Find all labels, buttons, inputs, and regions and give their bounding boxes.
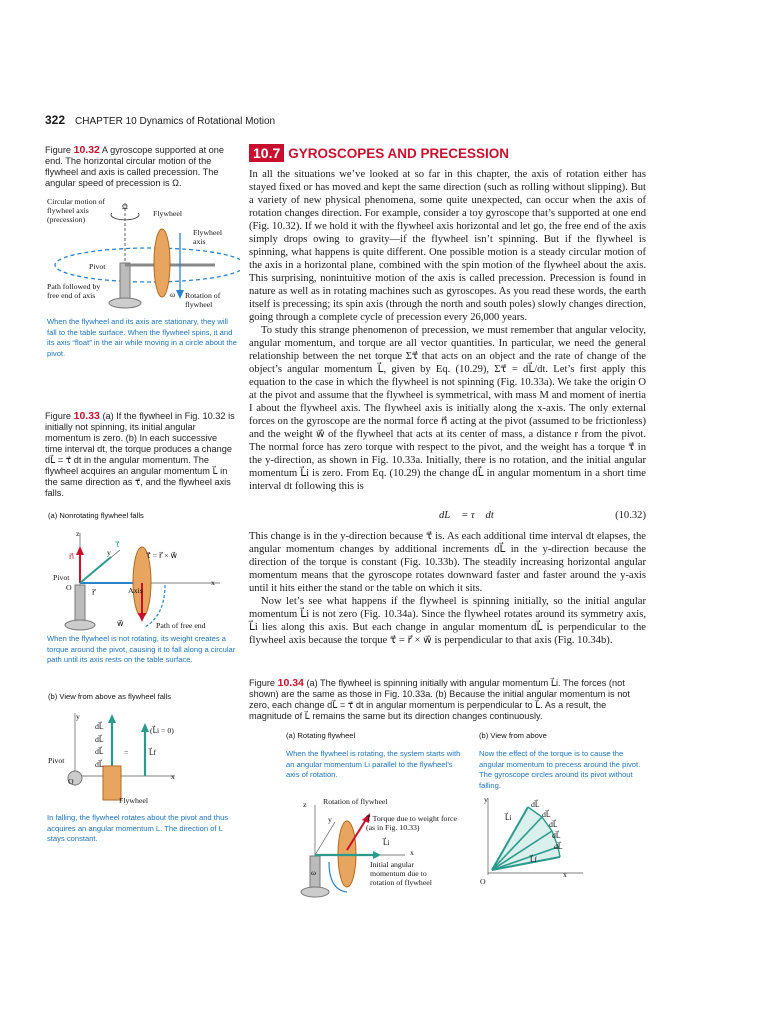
label-flywheel-axis: Flywheel axis xyxy=(193,228,223,246)
figure-10-33-caption: Figure 10.33 (a) If the flywheel in Fig. 10.32 is initially not spinning, its initial angular momentum is zero. (b) In each successive time interval dt, the torque produces a change dL⃗ = τ⃗ dt in the angular momentum. The flywheel acquires an angular momentum L⃗ in the same direction as τ⃗, and the flywheel axis falls. xyxy=(45,410,235,498)
label-initial-momentum: Initial angular momentum due to rotation of flywheel xyxy=(370,860,432,887)
label-dL-34b-4: dL⃗ xyxy=(552,831,561,840)
label-omega: ω xyxy=(170,290,176,299)
label-Lf-34b: L⃗f xyxy=(530,855,537,864)
label-x-34a: x xyxy=(410,848,414,857)
label-tau: τ⃗ xyxy=(115,540,120,549)
label-dL-1: dL⃗ xyxy=(95,722,104,731)
label-tau-equation: τ⃗ = r⃗ × w⃗ xyxy=(146,551,177,560)
label-n: n⃗ xyxy=(69,552,74,561)
label-y-b: y xyxy=(76,712,80,721)
figure-10-32-caption: Figure 10.32 A gyroscope supported at one end. The horizontal circular motion of the flywheel and axis is called precession. The angular speed of precession is Ω. xyxy=(45,144,225,188)
label-dL-3: dL⃗ xyxy=(95,747,104,756)
label-rotation-34a: Rotation of flywheel xyxy=(323,797,388,806)
pivot-stand xyxy=(120,263,130,301)
fig-10-34b-title: (b) View from above xyxy=(479,731,547,740)
note-fig-10-32: When the flywheel and its axis are stationary, they will fall to the table surface. When the flywheel spins, it and its axis “float” in the air while moving in a circle about the pivot. xyxy=(47,317,237,358)
fig-10-34a-title: (a) Rotating flywheel xyxy=(286,731,356,740)
running-header xyxy=(45,113,275,127)
label-x-b: x xyxy=(171,772,175,781)
note-fig-10-34a: When the flywheel is rotating, the system starts with an angular momentum Li parallel to the flywheel’s axis of rotation. xyxy=(286,749,461,779)
label-L-final: L⃗f xyxy=(149,748,156,757)
label-omega-34a: ω xyxy=(311,868,317,877)
label-pivot-b: Pivot xyxy=(48,756,65,765)
pivot-stand xyxy=(75,585,85,623)
label-omega-precession: Ω xyxy=(122,202,128,211)
stand-base xyxy=(109,298,141,308)
figure-10-34-caption: Figure 10.34 (a) The flywheel is spinning initially with angular momentum L⃗i. The forces (not shown) are the same as those in Fig. 10.33a. (b) Because the initial angular momentum is not zero, each change dL⃗ = τ⃗ dt in angular momentum is perpendicular to L⃗. As a result, the magnitude of L⃗ remains the same but its direction changes continuously. xyxy=(249,677,630,721)
flywheel-top-view xyxy=(103,766,121,800)
label-dL-34b-1: dL⃗ xyxy=(531,800,540,809)
label-pivot: Pivot xyxy=(53,573,70,582)
fig-10-33b-title: (b) View from above as flywheel falls xyxy=(48,692,172,701)
chapter-title: CHAPTER 10 Dynamics of Rotational Motion xyxy=(75,116,276,127)
spin-arrowhead xyxy=(176,290,184,299)
body-text-2 xyxy=(249,530,646,647)
label-dL-2: dL⃗ xyxy=(95,735,104,744)
page-number: 322 xyxy=(45,113,66,127)
figure-10-33a-diagram xyxy=(45,525,245,635)
label-origin-34b: O xyxy=(480,877,486,886)
note-fig-10-34b: Now the effect of the torque is to cause the angular momentum to precess around the pivot. The gyroscope circles around its pivot without falling. xyxy=(479,749,641,790)
label-y: y xyxy=(107,548,111,557)
paragraph-2: To study this strange phenomenon of precession, we must remember that angular velocity, angular momentum, and torque are all vector quantities. In particular, we need the general relationship between the net torque Στ⃗ that acts on an object and the rate of change of the object’s angular momentum L⃗, given by Eq. (10.29), Στ⃗ = dL⃗/dt. Let’s first apply this equation to the case in which the flywheel is not spinning (Fig. 10.33a). We take the origin O at the pivot and assume that the flywheel is symmetrical, with mass M and moment of inertia I about the flywheel axis. The flywheel axis is initially along the x-axis. The only external forces on the gyroscope are the normal force n⃗ acting at the pivot (assumed to be frictionless) and the weight w⃗ of the flywheel that acts at its center of mass, a distance r from the pivot. The normal force has zero torque with respect to the pivot, and the weight has a torque τ⃗ in the y-direction, as shown in Fig. 10.33a. Initially, there is no rotation, and the initial angular momentum L⃗i is zero. From Eq. (10.29) the change dL⃗ in angular momentum in a short time interval dt following this is xyxy=(249,325,646,492)
label-z: z xyxy=(76,529,80,538)
flywheel-disk xyxy=(154,229,170,297)
label-w: w⃗ xyxy=(117,619,124,628)
label-equals: = xyxy=(124,748,129,757)
torque-vector xyxy=(80,557,111,583)
fig-10-33a-title: (a) Nonrotating flywheel falls xyxy=(48,511,144,520)
label-Li-zero: (L⃗i = 0) xyxy=(150,726,174,735)
label-flywheel: Flywheel xyxy=(153,209,183,218)
label-dL-34b-2: dL⃗ xyxy=(542,810,551,819)
label-path-free-end: Path of free end xyxy=(156,621,206,630)
equation: dL⃗ = τ⃗ dt xyxy=(439,510,494,521)
label-x: x xyxy=(211,578,215,587)
label-axis: Axis xyxy=(128,586,143,595)
label-y-34b: y xyxy=(484,795,488,804)
label-path-followed: Path followed by free end of axis xyxy=(47,282,101,300)
label-dL-34b-3: dL⃗ xyxy=(549,820,558,829)
label-dL-34b-5: dL⃗ xyxy=(554,842,563,851)
section-number: 10.7 xyxy=(249,144,284,162)
label-origin-b: O xyxy=(68,777,74,786)
paragraph-4: Now let’s see what happens if the flywheel is spinning initially, so the initial angular momentum L⃗i is not zero (Fig. 10.34a). Since the flywheel rotates around its symmetry axis, L⃗i lies along this axis. But each change in angular momentum dL⃗ is perpendicular to the flywheel axis because the torque τ⃗ = r⃗ × w⃗ is perpendicular to that axis (Fig. 10.34b). xyxy=(249,596,646,646)
label-z-34a: z xyxy=(303,800,307,809)
label-r: r⃗ xyxy=(92,588,96,597)
label-torque-34a: τ⃗ Torque due to weight force (as in Fig. 10.33) xyxy=(366,814,457,832)
paragraph-3: This change is in the y-direction because τ⃗ is. As each additional time interval dt elapses, the angular momentum changes by additional increments dL⃗ in the y-direction because the direction of the torque is constant (Fig. 10.33b). The steadily increasing horizontal angular momentum means that the gyroscope rotates downward faster and faster around the y-axis until it hits either the stand or the table on which it sits. xyxy=(249,531,646,594)
section-title: GYROSCOPES AND PRECESSION xyxy=(288,146,510,161)
equation-number: (10.32) xyxy=(615,510,646,521)
label-origin: O xyxy=(66,583,72,592)
body-text-1 xyxy=(249,168,646,493)
figure-10-33b-diagram xyxy=(45,708,245,808)
label-Li-34b: L⃗i xyxy=(505,813,512,822)
label-Li-34a: L⃗i xyxy=(383,838,390,847)
label-circular-motion: Circular motion of flywheel axis (precession) xyxy=(47,197,106,224)
note-fig-10-33b: In falling, the flywheel rotates about the pivot and thus acquires an angular momentum L. The direction of L stays constant. xyxy=(47,813,229,843)
label-y-34a: y xyxy=(328,815,332,824)
label-x-34b: x xyxy=(563,870,567,879)
paragraph-1: In all the situations we’ve looked at so far in this chapter, the axis of rotation either has stayed fixed or has moved and kept the same direction (such as rolling without slipping). But a variety of new physical phenomena, some quite unexpected, can occur when the axis of rotation changes direction. For example, consider a toy gyroscope that’s supported at one end (Fig. 10.32). If we hold it with the flywheel axis horizontal and let go, the free end of the axis simply drops owing to gravity—if the flywheel isn’t spinning. But if the flywheel is spinning, what happens is quite different. One possible motion is a steady circular motion of the axis in a horizontal plane, combined with the spin motion of the flywheel about the axis. This surprising, nonintuitive motion of the axis is called precession. Precession is found in nature as well as in rotating machines such as gyroscopes. As you read these words, the earth itself is precessing; its spin axis (through the north and south poles) slowly changes direction, going through a complete cycle of precession every 26,000 years. xyxy=(249,169,646,323)
label-pivot: Pivot xyxy=(89,262,106,271)
label-dL-4: dL⃗ xyxy=(95,760,104,769)
label-flywheel-b: Flywheel xyxy=(119,796,149,805)
section-heading xyxy=(249,144,509,163)
label-rotation: Rotation of flywheel xyxy=(185,291,221,309)
note-fig-10-33a: When the flywheel is not rotating, its weight creates a torque around the pivot, causing it to fall along a circular path until its axis rests on the table surface. xyxy=(47,634,236,664)
